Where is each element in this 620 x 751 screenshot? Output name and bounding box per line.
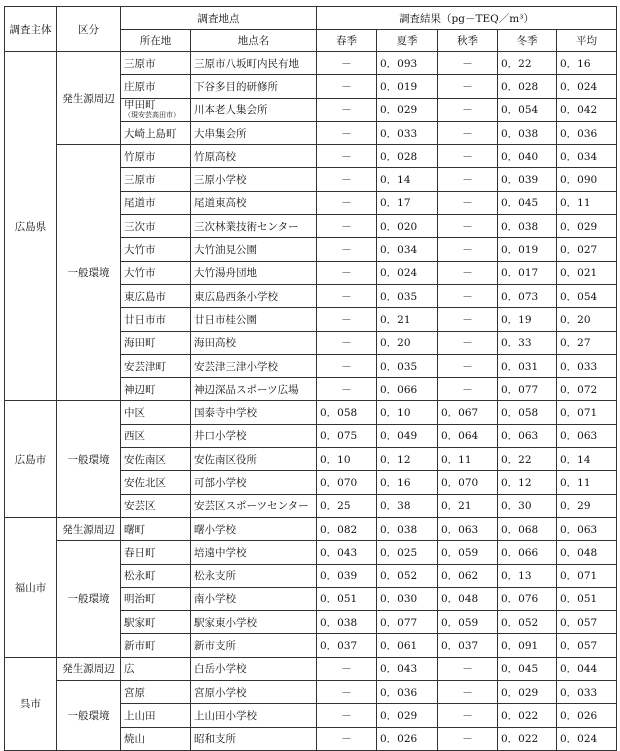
- spring-value: －: [317, 215, 377, 238]
- spring-value: 0．043: [317, 541, 377, 564]
- spring-value: －: [317, 98, 377, 121]
- autumn-value: 0．064: [438, 424, 498, 447]
- header-row-1: [5, 7, 617, 30]
- location-cell: 大竹市: [121, 238, 191, 261]
- winter-value: 0．017: [498, 261, 557, 284]
- autumn-value: －: [438, 308, 498, 331]
- spring-value: 0．051: [317, 587, 377, 610]
- autumn-value: 0．21: [438, 494, 498, 517]
- site-name-cell: 東広島西条小学校: [191, 284, 317, 307]
- location-cell: 広: [121, 657, 191, 680]
- spring-value: －: [317, 284, 377, 307]
- autumn-value: －: [438, 261, 498, 284]
- autumn-value: －: [438, 145, 498, 168]
- site-name-cell: 安佐南区役所: [191, 448, 317, 471]
- winter-value: 0．031: [498, 354, 557, 377]
- winter-value: 0．073: [498, 284, 557, 307]
- winter-value: 0．028: [498, 75, 557, 98]
- location-cell: 新市町: [121, 634, 191, 657]
- autumn-value: －: [438, 75, 498, 98]
- site-name-cell: 松永支所: [191, 564, 317, 587]
- spring-value: －: [317, 354, 377, 377]
- spring-value: 0．10: [317, 448, 377, 471]
- spring-value: －: [317, 657, 377, 680]
- category-cell: 一般環境: [57, 401, 121, 517]
- average-value: 0．20: [557, 308, 617, 331]
- autumn-value: －: [438, 168, 498, 191]
- average-value: 0．27: [557, 331, 617, 354]
- average-value: 0．036: [557, 121, 617, 144]
- spring-value: －: [317, 238, 377, 261]
- site-name-cell: 上山田小学校: [191, 704, 317, 727]
- header-autumn: 秋季: [438, 30, 498, 52]
- summer-value: 0．17: [377, 191, 438, 214]
- summer-value: 0．019: [377, 75, 438, 98]
- spring-value: －: [317, 168, 377, 191]
- location-cell: 竹原市: [121, 145, 191, 168]
- spring-value: －: [317, 145, 377, 168]
- summer-value: 0．020: [377, 215, 438, 238]
- summer-value: 0．024: [377, 261, 438, 284]
- site-name-cell: 白岳小学校: [191, 657, 317, 680]
- table-row: [5, 401, 617, 424]
- summer-value: 0．025: [377, 541, 438, 564]
- summer-value: 0．14: [377, 168, 438, 191]
- winter-value: 0．045: [498, 657, 557, 680]
- autumn-value: －: [438, 238, 498, 261]
- location-cell: 海田町: [121, 331, 191, 354]
- spring-value: 0．039: [317, 564, 377, 587]
- spring-value: 0．058: [317, 401, 377, 424]
- winter-value: 0．22: [498, 52, 557, 75]
- winter-value: 0．052: [498, 611, 557, 634]
- spring-value: －: [317, 308, 377, 331]
- dioxin-survey-table: [4, 6, 617, 751]
- summer-value: 0．093: [377, 52, 438, 75]
- location-cell: 安芸区: [121, 494, 191, 517]
- location-cell: 三原市: [121, 52, 191, 75]
- category-cell: 発生源周辺: [57, 52, 121, 145]
- location-cell: 神辺町: [121, 378, 191, 401]
- average-value: 0．090: [557, 168, 617, 191]
- spring-value: －: [317, 75, 377, 98]
- category-cell: 一般環境: [57, 541, 121, 657]
- header-survey-body: 調査主体: [5, 7, 57, 52]
- category-cell: 発生源周辺: [57, 517, 121, 540]
- autumn-value: －: [438, 52, 498, 75]
- site-name-cell: 宮原小学校: [191, 681, 317, 704]
- average-value: 0．16: [557, 52, 617, 75]
- summer-value: 0．029: [377, 98, 438, 121]
- site-name-cell: 三原市八坂町内民有地: [191, 52, 317, 75]
- location-cell: 明治町: [121, 587, 191, 610]
- winter-value: 0．040: [498, 145, 557, 168]
- winter-value: 0．19: [498, 308, 557, 331]
- location-cell: 庄原市: [121, 75, 191, 98]
- location-cell: 安芸津町: [121, 354, 191, 377]
- table-row: [5, 681, 617, 704]
- winter-value: 0．045: [498, 191, 557, 214]
- spring-value: －: [317, 704, 377, 727]
- site-name-cell: 三原小学校: [191, 168, 317, 191]
- summer-value: 0．036: [377, 681, 438, 704]
- summer-value: 0．028: [377, 145, 438, 168]
- summer-value: 0．20: [377, 331, 438, 354]
- winter-value: 0．022: [498, 727, 557, 750]
- location-cell: 大竹市: [121, 261, 191, 284]
- location-cell: 上山田: [121, 704, 191, 727]
- summer-value: 0．033: [377, 121, 438, 144]
- summer-value: 0．077: [377, 611, 438, 634]
- average-value: 0．044: [557, 657, 617, 680]
- spring-value: －: [317, 681, 377, 704]
- location-cell: 駅家町: [121, 611, 191, 634]
- header-category: 区分: [57, 7, 121, 52]
- site-name-cell: 三次林業技術センター: [191, 215, 317, 238]
- location-cell: 安佐南区: [121, 448, 191, 471]
- site-name-cell: 大串集会所: [191, 121, 317, 144]
- header-results: 調査結果（pg－TEQ／m³）: [317, 7, 617, 30]
- winter-value: 0．029: [498, 681, 557, 704]
- winter-value: 0．068: [498, 517, 557, 540]
- average-value: 0．29: [557, 494, 617, 517]
- winter-value: 0．30: [498, 494, 557, 517]
- winter-value: 0．22: [498, 448, 557, 471]
- site-name-cell: 大竹油見公園: [191, 238, 317, 261]
- survey-body-cell: 広島市: [5, 401, 57, 517]
- header-winter: 冬季: [498, 30, 557, 52]
- survey-body-cell: 福山市: [5, 517, 57, 657]
- autumn-value: 0．048: [438, 587, 498, 610]
- location-cell: 松永町: [121, 564, 191, 587]
- site-name-cell: 新市支所: [191, 634, 317, 657]
- average-value: 0．11: [557, 471, 617, 494]
- site-name-cell: 尾道東高校: [191, 191, 317, 214]
- header-summer: 夏季: [377, 30, 438, 52]
- winter-value: 0．066: [498, 541, 557, 564]
- site-name-cell: 南小学校: [191, 587, 317, 610]
- summer-value: 0．066: [377, 378, 438, 401]
- spring-value: －: [317, 52, 377, 75]
- autumn-value: －: [438, 191, 498, 214]
- location-cell: 宮原: [121, 681, 191, 704]
- average-value: 0．071: [557, 564, 617, 587]
- average-value: 0．024: [557, 727, 617, 750]
- spring-value: 0．070: [317, 471, 377, 494]
- summer-value: 0．12: [377, 448, 438, 471]
- average-value: 0．034: [557, 145, 617, 168]
- summer-value: 0．043: [377, 657, 438, 680]
- average-value: 0．054: [557, 284, 617, 307]
- location-cell: 大崎上島町: [121, 121, 191, 144]
- summer-value: 0．052: [377, 564, 438, 587]
- average-value: 0．057: [557, 611, 617, 634]
- autumn-value: －: [438, 121, 498, 144]
- header-location: 所在地: [121, 30, 191, 52]
- site-name-cell: 下谷多目的研修所: [191, 75, 317, 98]
- autumn-value: －: [438, 657, 498, 680]
- location-cell: 西区: [121, 424, 191, 447]
- location-cell: 尾道市: [121, 191, 191, 214]
- winter-value: 0．091: [498, 634, 557, 657]
- category-cell: 一般環境: [57, 145, 121, 401]
- spring-value: 0．075: [317, 424, 377, 447]
- average-value: 0．042: [557, 98, 617, 121]
- summer-value: 0．030: [377, 587, 438, 610]
- site-name-cell: 廿日市桂公園: [191, 308, 317, 331]
- location-cell: 三原市: [121, 168, 191, 191]
- autumn-value: －: [438, 704, 498, 727]
- location-cell: 東広島市: [121, 284, 191, 307]
- average-value: 0．029: [557, 215, 617, 238]
- category-cell: 一般環境: [57, 681, 121, 751]
- winter-value: 0．019: [498, 238, 557, 261]
- site-name-cell: 大竹湯舟団地: [191, 261, 317, 284]
- table-row: [5, 541, 617, 564]
- location-cell: 中区: [121, 401, 191, 424]
- average-value: 0．057: [557, 634, 617, 657]
- autumn-value: 0．070: [438, 471, 498, 494]
- header-spring: 春季: [317, 30, 377, 52]
- autumn-value: －: [438, 681, 498, 704]
- site-name-cell: 安芸区スポーツセンター: [191, 494, 317, 517]
- summer-value: 0．21: [377, 308, 438, 331]
- autumn-value: －: [438, 354, 498, 377]
- autumn-value: 0．059: [438, 611, 498, 634]
- autumn-value: －: [438, 378, 498, 401]
- winter-value: 0．063: [498, 424, 557, 447]
- site-name-cell: 昭和支所: [191, 727, 317, 750]
- location-cell: 安佐北区: [121, 471, 191, 494]
- average-value: 0．071: [557, 401, 617, 424]
- average-value: 0．072: [557, 378, 617, 401]
- summer-value: 0．029: [377, 704, 438, 727]
- spring-value: 0．25: [317, 494, 377, 517]
- winter-value: 0．022: [498, 704, 557, 727]
- spring-value: －: [317, 191, 377, 214]
- summer-value: 0．034: [377, 238, 438, 261]
- average-value: 0．024: [557, 75, 617, 98]
- winter-value: 0．076: [498, 587, 557, 610]
- spring-value: 0．037: [317, 634, 377, 657]
- winter-value: 0．038: [498, 121, 557, 144]
- summer-value: 0．038: [377, 517, 438, 540]
- average-value: 0．026: [557, 704, 617, 727]
- site-name-cell: 国泰寺中学校: [191, 401, 317, 424]
- spring-value: －: [317, 378, 377, 401]
- winter-value: 0．077: [498, 378, 557, 401]
- average-value: 0．14: [557, 448, 617, 471]
- average-value: 0．051: [557, 587, 617, 610]
- winter-value: 0．13: [498, 564, 557, 587]
- winter-value: 0．038: [498, 215, 557, 238]
- winter-value: 0．058: [498, 401, 557, 424]
- location-cell: 廿日市市: [121, 308, 191, 331]
- location-cell: [121, 98, 191, 121]
- average-value: 0．027: [557, 238, 617, 261]
- average-value: 0．021: [557, 261, 617, 284]
- survey-body-cell: 呉市: [5, 657, 57, 750]
- location-cell: 焼山: [121, 727, 191, 750]
- site-name-cell: 井口小学校: [191, 424, 317, 447]
- site-name-cell: 海田高校: [191, 331, 317, 354]
- table-row: [5, 657, 617, 680]
- winter-value: 0．054: [498, 98, 557, 121]
- table-row: [5, 145, 617, 168]
- site-name-cell: 駅家東小学校: [191, 611, 317, 634]
- average-value: 0．063: [557, 517, 617, 540]
- spring-value: 0．082: [317, 517, 377, 540]
- location-name: 甲田町: [124, 99, 156, 112]
- table-row: [5, 52, 617, 75]
- autumn-value: 0．067: [438, 401, 498, 424]
- winter-value: 0．12: [498, 471, 557, 494]
- summer-value: 0．049: [377, 424, 438, 447]
- autumn-value: 0．063: [438, 517, 498, 540]
- category-cell: 発生源周辺: [57, 657, 121, 680]
- header-survey-point: 調査地点: [121, 7, 317, 30]
- site-name-cell: 安芸津三津小学校: [191, 354, 317, 377]
- site-name-cell: 可部小学校: [191, 471, 317, 494]
- autumn-value: －: [438, 727, 498, 750]
- average-value: 0．063: [557, 424, 617, 447]
- average-value: 0．11: [557, 191, 617, 214]
- spring-value: －: [317, 261, 377, 284]
- spring-value: －: [317, 331, 377, 354]
- location-cell: 曙町: [121, 517, 191, 540]
- average-value: 0．033: [557, 681, 617, 704]
- summer-value: 0．035: [377, 354, 438, 377]
- autumn-value: 0．11: [438, 448, 498, 471]
- autumn-value: 0．062: [438, 564, 498, 587]
- location-note: （現安芸高田市）: [124, 111, 180, 120]
- summer-value: 0．16: [377, 471, 438, 494]
- spring-value: 0．038: [317, 611, 377, 634]
- autumn-value: －: [438, 331, 498, 354]
- average-value: 0．048: [557, 541, 617, 564]
- summer-value: 0．10: [377, 401, 438, 424]
- winter-value: 0．039: [498, 168, 557, 191]
- summer-value: 0．061: [377, 634, 438, 657]
- summer-value: 0．035: [377, 284, 438, 307]
- autumn-value: －: [438, 284, 498, 307]
- location-cell: 三次市: [121, 215, 191, 238]
- autumn-value: 0．037: [438, 634, 498, 657]
- table-row: [5, 517, 617, 540]
- winter-value: 0．33: [498, 331, 557, 354]
- site-name-cell: 川本老人集会所: [191, 98, 317, 121]
- autumn-value: －: [438, 98, 498, 121]
- header-average: 平均: [557, 30, 617, 52]
- header-site-name: 地点名: [191, 30, 317, 52]
- site-name-cell: 曙小学校: [191, 517, 317, 540]
- site-name-cell: 培遠中学校: [191, 541, 317, 564]
- autumn-value: 0．059: [438, 541, 498, 564]
- survey-body-cell: 広島県: [5, 52, 57, 401]
- autumn-value: －: [438, 215, 498, 238]
- location-cell: 春日町: [121, 541, 191, 564]
- site-name-cell: 神辺深品スポーツ広場: [191, 378, 317, 401]
- summer-value: 0．38: [377, 494, 438, 517]
- spring-value: －: [317, 121, 377, 144]
- average-value: 0．033: [557, 354, 617, 377]
- site-name-cell: 竹原高校: [191, 145, 317, 168]
- spring-value: －: [317, 727, 377, 750]
- summer-value: 0．026: [377, 727, 438, 750]
